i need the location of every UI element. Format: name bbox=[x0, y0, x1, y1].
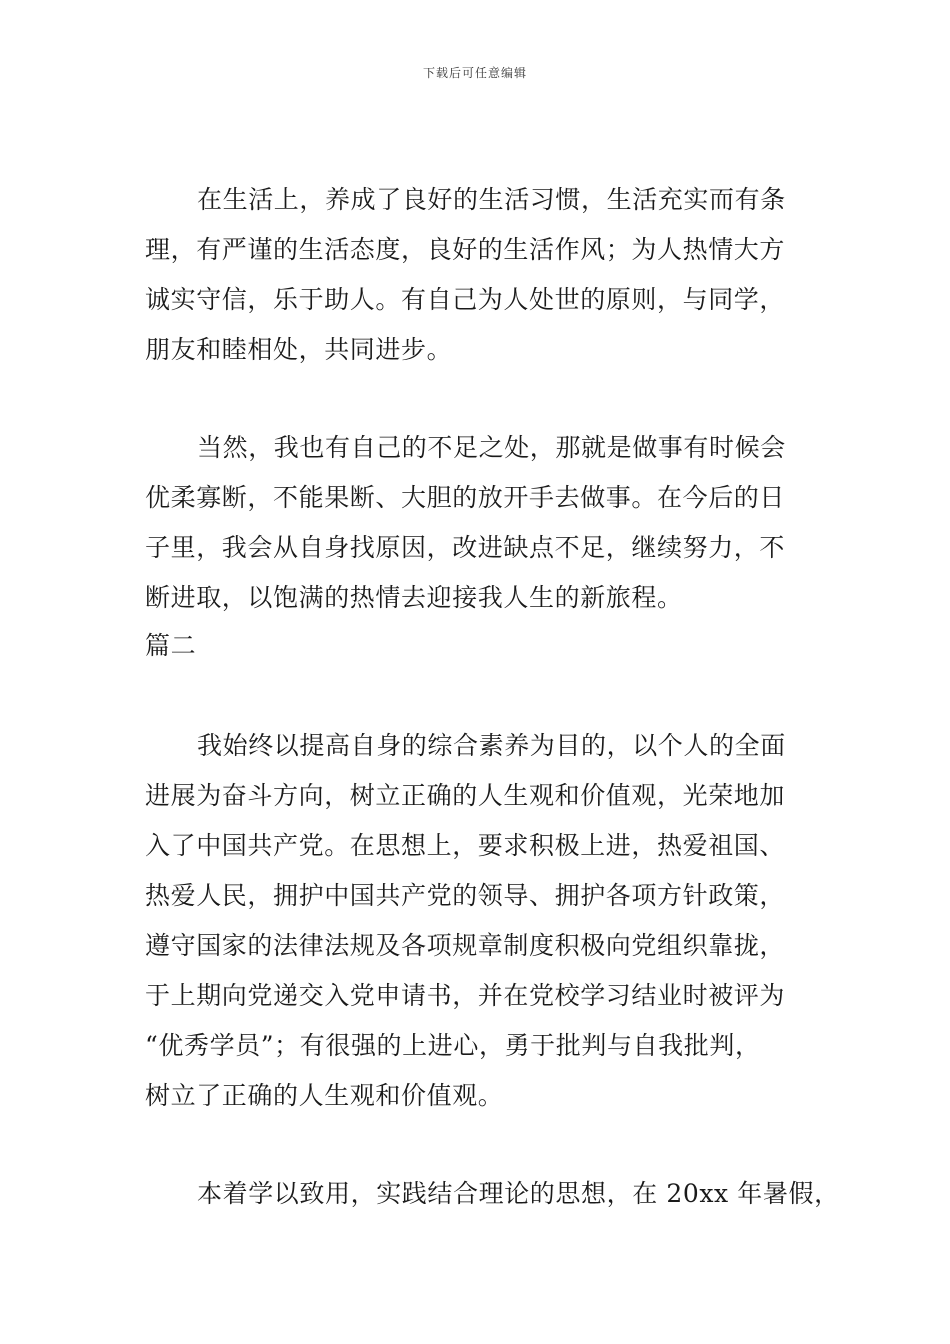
paragraph-3-line-8: 树立了正确的人生观和价值观。 bbox=[145, 1081, 504, 1110]
paragraph-2-line-3: 子里，我会从自身找原因，改进缺点不足，继续努力，不 bbox=[145, 533, 786, 562]
paragraph-1-line-4: 朋友和睦相处，共同进步。 bbox=[145, 335, 453, 364]
section-heading: 篇二 bbox=[145, 631, 197, 660]
paragraph-2-line-2: 优柔寡断，不能果断、大胆的放开手去做事。在今后的日 bbox=[145, 483, 786, 512]
paragraph-2-line-4: 断进取，以饱满的热情去迎接我人生的新旅程。 bbox=[145, 583, 683, 612]
header-note: 下载后可任意编辑 bbox=[422, 66, 527, 80]
paragraph-4-line-1: 本着学以致用，实践结合理论的思想，在 20xx 年暑假， bbox=[197, 1179, 840, 1208]
paragraph-3-line-4: 热爱人民，拥护中国共产党的领导、拥护各项方针政策， bbox=[145, 881, 786, 910]
paragraph-1-line-2: 理，有严谨的生活态度，良好的生活作风；为人热情大方 bbox=[145, 235, 786, 264]
paragraph-2-line-1: 当然，我也有自己的不足之处，那就是做事有时候会 bbox=[197, 433, 786, 462]
paragraph-3-line-5: 遵守国家的法律法规及各项规章制度积极向党组织靠拢， bbox=[145, 931, 786, 960]
paragraph-3-line-2: 进展为奋斗方向，树立正确的人生观和价值观，光荣地加 bbox=[145, 781, 786, 810]
paragraph-3-line-7: “优秀学员”；有很强的上进心，勇于批判与自我批判， bbox=[145, 1031, 761, 1060]
paragraph-1-line-1: 在生活上，养成了良好的生活习惯，生活充实而有条 bbox=[197, 185, 786, 214]
paragraph-3-line-6: 于上期向党递交入党申请书，并在党校学习结业时被评为 bbox=[145, 981, 786, 1010]
paragraph-3-line-3: 入了中国共产党。在思想上，要求积极上进，热爱祖国、 bbox=[145, 831, 786, 860]
paragraph-1-line-3: 诚实守信，乐于助人。有自己为人处世的原则，与同学， bbox=[145, 285, 786, 314]
paragraph-3-line-1: 我始终以提高自身的综合素养为目的，以个人的全面 bbox=[197, 731, 786, 760]
